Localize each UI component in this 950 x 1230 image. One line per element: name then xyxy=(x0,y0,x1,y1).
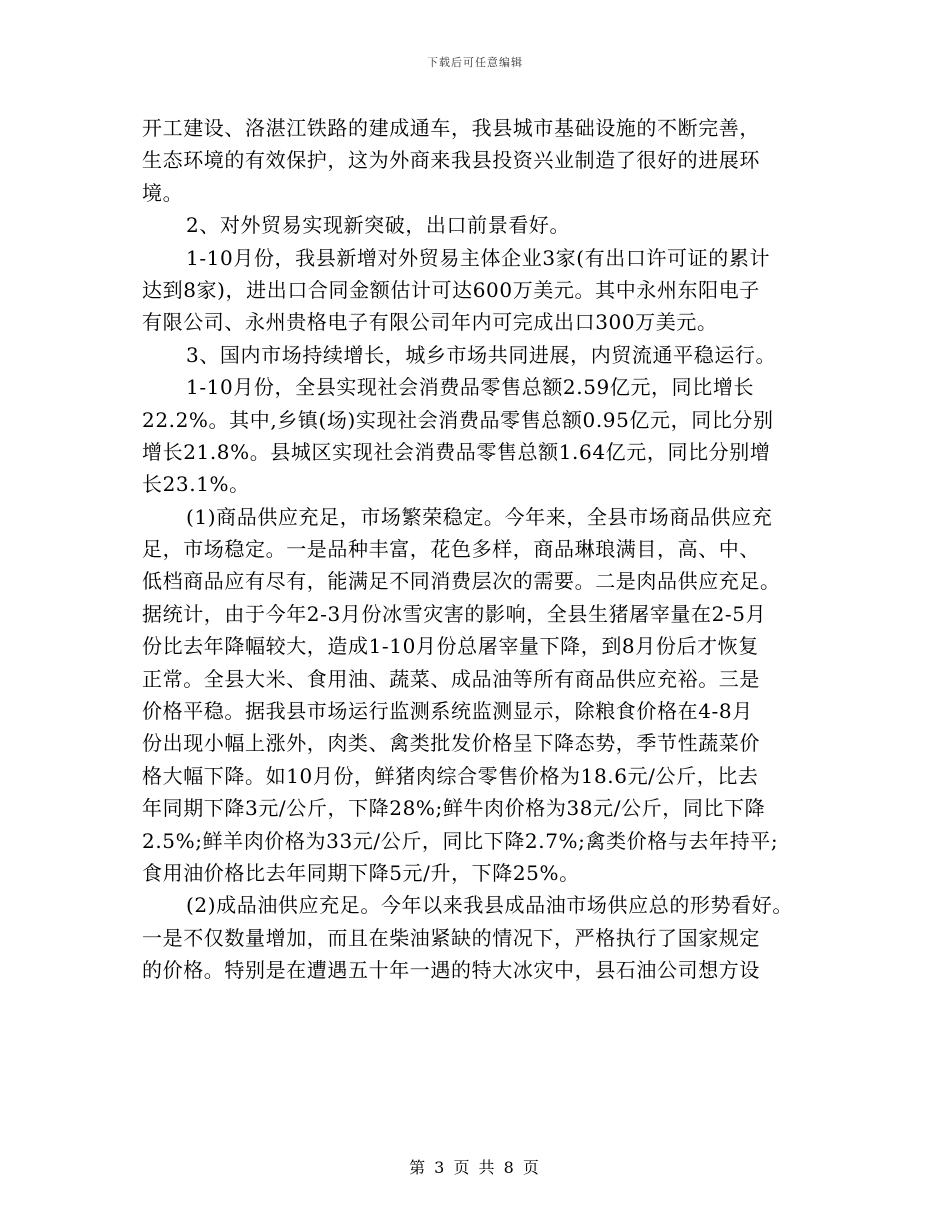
text-line: (1)商品供应充足，市场繁荣稳定。今年来，全县市场商品供应充 xyxy=(186,504,773,529)
text-line: 1-10月份，我县新增对外贸易主体企业3家(有出口许可证的累计 xyxy=(186,245,771,270)
text-line: 价格平稳。据我县市场运行监测系统监测显示，除粮食价格在4-8月 xyxy=(142,699,753,724)
text-line: 格大幅下降。如10月份，鲜猪肉综合零售价格为18.6元/公斤，比去 xyxy=(142,763,759,788)
text-line: 食用油价格比去年同期下降5元/升，下降25%。 xyxy=(142,860,580,885)
text-line: 的价格。特别是在遭遇五十年一遇的特大冰灾中，县石油公司想方设 xyxy=(142,958,760,983)
text-line: 1-10月份，全县实现社会消费品零售总额2.59亿元，同比增长 xyxy=(186,375,755,400)
text-line: 达到8家)，进出口合同金额估计可达600万美元。其中永州东阳电子 xyxy=(142,277,760,302)
text-line: 开工建设、洛湛江铁路的建成通车，我县城市基础设施的不断完善， xyxy=(142,116,760,140)
text-line: 有限公司、永州贵格电子有限公司年内可完成出口300万美元。 xyxy=(142,310,718,335)
page-number: 第 3 页 共 8 页 xyxy=(409,1158,541,1177)
text-line: 份比去年降幅较大，造成1-10月份总屠宰量下降，到8月份后才恢复 xyxy=(142,634,759,659)
text-line: 增长21.8%。县城区实现社会消费品零售总额1.64亿元，同比分别增 xyxy=(142,439,771,464)
text-line: 年同期下降3元/公斤，下降28%;鲜牛肉价格为38元/公斤，同比下降 xyxy=(142,796,766,821)
text-line: 2.5%;鲜羊肉价格为33元/公斤，同比下降2.7%;禽类价格与去年持平; xyxy=(142,828,779,853)
text-line: 长23.1%。 xyxy=(142,472,250,497)
page-header-note: 下载后可任意编辑 xyxy=(427,56,523,69)
section-heading: 2、对外贸易实现新突破，出口前景看好。 xyxy=(186,213,571,238)
document-body xyxy=(142,112,832,987)
text-line: 生态环境的有效保护，这为外商来我县投资兴业制造了很好的进展环 xyxy=(142,148,760,173)
text-line: 正常。全县大米、食用油、蔬菜、成品油等所有商品供应充裕。三是 xyxy=(142,666,760,691)
text-line: 低档商品应有尽有，能满足不同消费层次的需要。二是肉品供应充足。 xyxy=(142,569,781,594)
text-line: 据统计，由于今年2-3月份冰雪灾害的影响，全县生猪屠宰量在2-5月 xyxy=(142,601,767,626)
text-line: 22.2%。其中,乡镇(场)实现社会消费品零售总额0.95亿元，同比分别 xyxy=(142,407,774,432)
text-line: 足，市场稳定。一是品种丰富，花色多样，商品琳琅满目，高、中、 xyxy=(142,537,760,562)
text-line: 一是不仅数量增加，而且在柴油紧缺的情况下，严格执行了国家规定 xyxy=(142,925,760,950)
text-line: (2)成品油供应充足。今年以来我县成品油市场供应总的形势看好。 xyxy=(186,893,793,918)
text-line: 境。 xyxy=(142,180,184,205)
section-heading: 3、国内市场持续增长，城乡市场共同进展，内贸流通平稳运行。 xyxy=(186,342,777,367)
text-line: 份出现小幅上涨外，肉类、禽类批发价格呈下降态势，季节性蔬菜价 xyxy=(142,731,760,756)
